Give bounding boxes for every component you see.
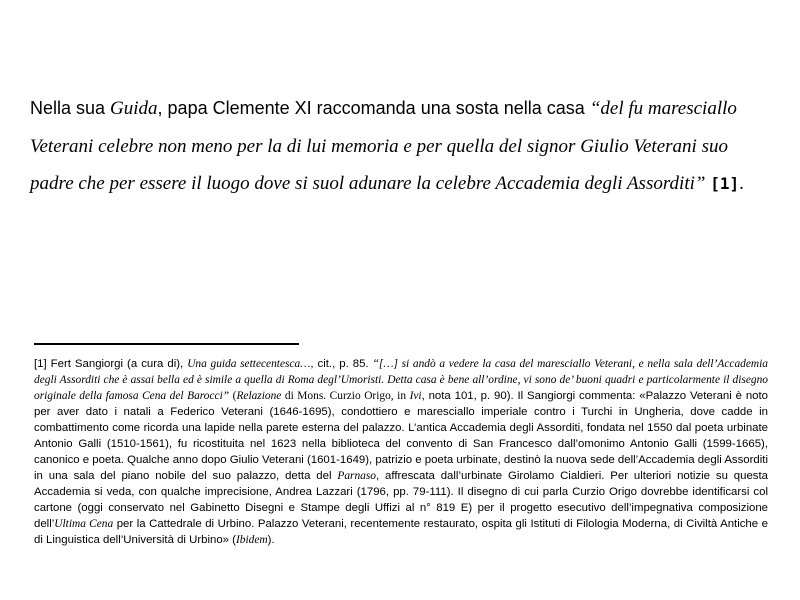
guida-title: Guida	[110, 98, 158, 119]
main-text-segment: Nella sua	[30, 98, 111, 118]
footnote-italic-word: Ivi	[409, 390, 422, 402]
footnote-italic-word: Relazione	[236, 390, 282, 402]
footnote-book-title: Una guida settecentesca…	[187, 358, 311, 370]
footnote-segment: ).	[267, 534, 275, 546]
footnote-italic-word: Ibidem	[235, 534, 268, 546]
quotation: “del fu maresciallo Veterani celebre non meno per la di lui memoria e per quella del signor Giulio Veterani suo padre che per essere il luogo dove si suol adunare la celebre Accademia degli Assorditi”	[30, 98, 737, 194]
main-text-period: .	[739, 173, 744, 194]
footnote-italic-word: Parnaso	[337, 470, 376, 482]
footnote-segment: di Mons. Curzio Origo, in	[281, 390, 410, 402]
footnote-segment: , cit., p. 85.	[310, 358, 373, 370]
footnote-reference-link[interactable]: [1]	[710, 174, 740, 193]
footnote-segment: , affrescata dall’urbinate Girolamo Cialdieri. Per ulteriori notizie su questa Accademia si veda, con qualche imprecisione, Andrea Lazzari (1796, pp. 79-111). Il disegno di cui parla Curzio Origo dovrebbe identificarsi col cartone (oggi conservato nel Gabinetto Disegni e Stampe degli Uffizi al n° 819 E) per il progetto esecutivo dell’impegnativa composizione dell’	[34, 470, 768, 530]
footnote-segment: per la Cattedrale di Urbino. Palazzo Veterani, recentemente restaurato, ospita gli Istituti di Filologia Moderna, di Civiltà Antiche e di Linguistica dell’Università di Urbino» (	[34, 518, 768, 546]
footnote-quotation: “[…] si andò a vedere la casa del maresciallo Veterani, e nella sala dell’Accademia degli Assorditi che è assai bella ed è simile a quella di Roma degl’Umoristi. Detta casa è bene all’ordine, vi sono de’ buoni quadri e particolarmente il disegno originale della famosa Cena del Barocci”	[34, 358, 768, 402]
footnote-segment: , nota 101, p. 90). Il Sangiorgi commenta: «Palazzo Veterani è noto per aver dato i natali a Federico Veterani (1646-1695), condottiero e maresciallo imperiale contro i Turchi in Ungheria, dove cadde in combattimento come ricorda una lapide nella parete esterna del palazzo. L’antica Accademia degli Assorditi, fondata nel 1550 dal poeta urbinate Antonio Galli (1510-1561), fu ricostituita nel 1623 nella biblioteca del convento di San Francesco dall’omonimo Antonio Galli (1599-1665), canonico e poeta. Qualche anno dopo Giulio Veterani (1601-1649), patrizio e poeta urbinate, destinò la nuova sede dell’Accademia degli Assorditi in una sala del piano nobile del suo palazzo, detta del	[34, 390, 768, 482]
footnote	[34, 356, 768, 548]
footnote-italic-word: Ultima Cena	[54, 518, 114, 530]
footnote-separator	[34, 343, 299, 345]
footnote-segment: [1] Fert Sangiorgi (a cura di),	[34, 358, 188, 370]
footnote-segment: (	[229, 390, 237, 402]
main-text-segment: , papa Clemente XI raccomanda una sosta nella casa	[157, 98, 590, 118]
main-paragraph	[30, 90, 770, 203]
